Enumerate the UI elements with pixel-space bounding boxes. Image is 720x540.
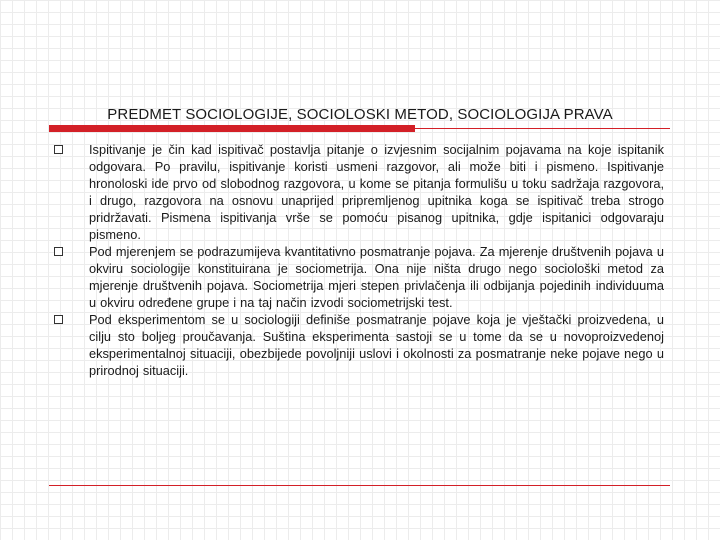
- square-bullet-icon: [54, 247, 63, 256]
- bullet-item-experiment: [54, 311, 664, 379]
- slide-title: PREDMET SOCIOLOGIJE, SOCIOLOSKI METOD, SOCIOLOGIJA PRAVA: [107, 106, 613, 124]
- bullet-text: Ispitivanje je čin kad ispitivač postavlja pitanje o izvjesnim socijalnim pojavama na koje ispitanik odgovara. Po pravilu, ispitivanje koristi usmeni razgovor, ali može biti i pismeno. Ispitivanje hronoloski ide prvo od slobodnog razgovora, u kome se pitanja formulišu u toku sadržaja razgovora, i drugo, razgovora na osnovu unaprijed pripremljenog upitnika koga se ispitivač treba strogo pridržavati. Pismena ispitivanja vrše se pomoću pisanog upitnika, gdje ispitanici odgovaraju pismeno.: [89, 142, 664, 242]
- bullet-text: Pod mjerenjem se podrazumijeva kvantitativno posmatranje pojava. Za mjerenje društvenih pojava u okviru sociologije konstituirana je sociometrija. Ona nije ništa drugo nego sociološki metod za mjerenje društvenih pojava. Sociometrija mjeri stepen privlačenja ili odbijanja pojedinih individuuma u okviru određene grupe i na taj način izvodi sociometrijski test.: [89, 244, 664, 310]
- bullet-text: Pod eksperimentom se u sociologiji definiše posmatranje pojave koja je vještački proizvedena, u cilju sto boljeg proučavanja. Suština eksperimenta sastoji se u tome da se u novoproizvedenoj eksperimentalnoj situaciji, obezbijede povoljniji uslovi i okolnosti za posmatranje neke pojave nego u prirodnoj situaciji.: [89, 312, 664, 378]
- bullet-item-measurement: [54, 243, 664, 311]
- square-bullet-icon: [54, 145, 63, 154]
- bullet-list: [54, 141, 664, 379]
- title-underline-thin: [415, 128, 670, 129]
- footer-divider: [49, 485, 670, 486]
- square-bullet-icon: [54, 315, 63, 324]
- bullet-item-interviewing: [54, 141, 664, 243]
- title-underline-thick: [49, 125, 415, 132]
